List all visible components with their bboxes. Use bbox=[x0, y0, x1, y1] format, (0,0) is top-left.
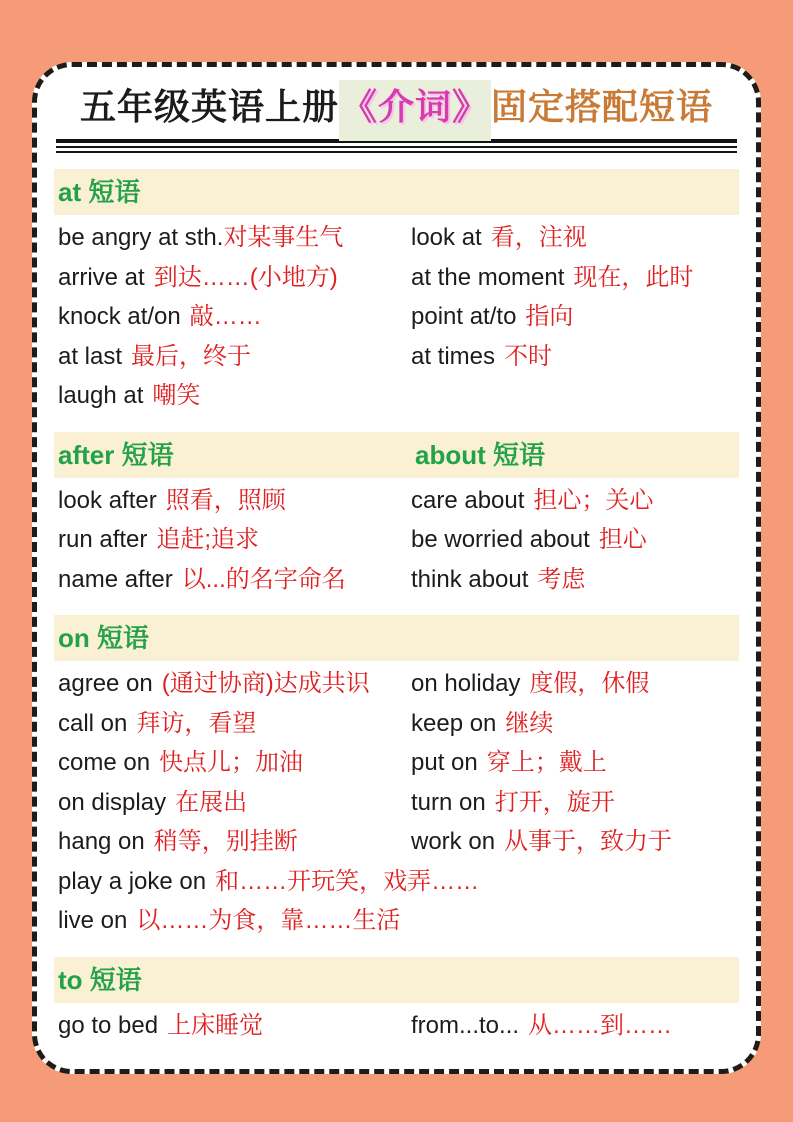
phrase-cell bbox=[58, 901, 411, 941]
phrase-section bbox=[54, 169, 739, 416]
phrase-chinese: 以...的名字命名 bbox=[181, 565, 346, 593]
phrase-row bbox=[58, 520, 739, 560]
phrase-english: name after bbox=[58, 565, 173, 593]
phrase-chinese: 对某事生气 bbox=[223, 224, 344, 251]
phrase-cell bbox=[58, 218, 411, 258]
phrase-row bbox=[58, 901, 739, 941]
phrase-row bbox=[58, 376, 739, 416]
phrase-row bbox=[58, 560, 739, 600]
phrase-english: at the moment bbox=[411, 263, 565, 291]
phrase-english: from...to... bbox=[411, 1011, 520, 1039]
phrase-row bbox=[58, 337, 739, 377]
phrase-english: think about bbox=[411, 565, 529, 593]
phrase-cell bbox=[411, 743, 739, 783]
phrase-cell bbox=[411, 901, 739, 941]
phrase-chinese: 现在，此时 bbox=[573, 263, 694, 291]
phrase-english: put on bbox=[411, 749, 478, 776]
phrase-chinese: 追赶;追求 bbox=[156, 526, 260, 553]
phrase-english: at last bbox=[58, 342, 123, 370]
phrase-row bbox=[58, 743, 739, 783]
phrase-english: live on bbox=[58, 907, 128, 934]
phrase-english: work on bbox=[411, 828, 496, 855]
phrase-cell bbox=[411, 376, 739, 416]
phrase-section bbox=[54, 957, 739, 1046]
section-header-label: after 短语 bbox=[58, 439, 174, 470]
phrase-chinese: 拜访，看望 bbox=[136, 709, 257, 737]
phrase-chinese: 上床睡觉 bbox=[167, 1011, 264, 1039]
phrase-chinese: 不时 bbox=[504, 342, 553, 370]
phrase-cell bbox=[58, 704, 411, 744]
phrase-cell bbox=[411, 337, 739, 377]
phrase-cell bbox=[411, 218, 739, 258]
phrase-english: knock at/on bbox=[58, 303, 181, 330]
phrase-english: on display bbox=[58, 788, 167, 816]
phrase-chinese: 打开，旋开 bbox=[494, 788, 615, 816]
phrase-cell bbox=[411, 520, 739, 560]
phrase-row bbox=[58, 218, 739, 258]
phrase-row bbox=[58, 704, 739, 744]
phrase-cell bbox=[58, 520, 411, 560]
worksheet-card bbox=[32, 62, 761, 1074]
phrase-cell bbox=[411, 783, 739, 823]
phrase-cell bbox=[58, 376, 411, 416]
phrase-chinese: 照看，照顾 bbox=[165, 486, 286, 514]
phrase-chinese: 度假，休假 bbox=[529, 670, 650, 697]
phrase-english: go to bed bbox=[58, 1011, 159, 1039]
phrase-section bbox=[54, 432, 739, 600]
phrase-cell bbox=[411, 1006, 739, 1046]
phrase-chinese: 担心 bbox=[598, 526, 647, 553]
section-body bbox=[54, 1003, 739, 1046]
section-header-label: about 短语 bbox=[415, 439, 545, 470]
title-divider-rule bbox=[56, 139, 737, 153]
phrase-chinese: 穿上；戴上 bbox=[486, 749, 607, 776]
section-body bbox=[54, 215, 739, 416]
phrase-chinese: 继续 bbox=[505, 709, 554, 737]
phrase-cell bbox=[411, 664, 739, 704]
phrase-chinese: 从……到…… bbox=[528, 1011, 673, 1039]
phrase-english: call on bbox=[58, 709, 128, 737]
sections-container bbox=[54, 169, 739, 1045]
phrase-row bbox=[58, 1006, 739, 1046]
section-header-bar bbox=[54, 169, 739, 215]
phrase-cell bbox=[58, 1006, 411, 1046]
phrase-cell bbox=[411, 297, 739, 337]
phrase-cell bbox=[411, 704, 739, 744]
phrase-english: care about bbox=[411, 486, 525, 514]
phrase-chinese: 从事于，致力于 bbox=[504, 828, 673, 855]
phrase-cell bbox=[58, 481, 411, 521]
phrase-english: be worried about bbox=[411, 526, 590, 553]
phrase-english: come on bbox=[58, 749, 151, 776]
phrase-cell bbox=[58, 337, 411, 377]
phrase-cell bbox=[411, 258, 739, 298]
title-preposition-highlight: 《介词》 bbox=[339, 80, 491, 141]
phrase-english: turn on bbox=[411, 788, 486, 816]
phrase-chinese: 稍等，别挂断 bbox=[153, 828, 298, 855]
phrase-english: arrive at bbox=[58, 263, 145, 291]
phrase-chinese: (通过协商)达成共识 bbox=[161, 670, 370, 697]
section-header-label: at 短语 bbox=[58, 177, 141, 207]
phrase-chinese: 嘲笑 bbox=[152, 382, 201, 409]
phrase-cell bbox=[58, 664, 411, 704]
phrase-row bbox=[58, 783, 739, 823]
section-body bbox=[54, 661, 739, 941]
phrase-english: on holiday bbox=[411, 670, 521, 697]
phrase-section bbox=[54, 615, 739, 941]
phrase-cell bbox=[411, 822, 739, 862]
section-header-bar bbox=[54, 615, 739, 661]
phrase-row bbox=[58, 822, 739, 862]
phrase-chinese: 到达……(小地方) bbox=[153, 263, 338, 291]
phrase-chinese: 指向 bbox=[525, 303, 574, 330]
phrase-english: at times bbox=[411, 342, 496, 370]
phrase-cell bbox=[58, 560, 411, 600]
phrase-cell bbox=[411, 560, 739, 600]
phrase-cell bbox=[411, 481, 739, 521]
section-header-label: to 短语 bbox=[58, 964, 142, 995]
section-header-label: on 短语 bbox=[58, 623, 149, 653]
phrase-chinese: 看，注视 bbox=[490, 224, 587, 251]
phrase-chinese: 敲…… bbox=[189, 303, 262, 330]
phrase-chinese: 快点儿；加油 bbox=[159, 749, 304, 776]
phrase-english: play a joke on bbox=[58, 867, 207, 895]
phrase-chinese: 以……为食，靠……生活 bbox=[136, 907, 401, 934]
phrase-row bbox=[58, 862, 739, 902]
phrase-english: laugh at bbox=[58, 382, 144, 409]
phrase-row bbox=[58, 664, 739, 704]
phrase-row bbox=[58, 481, 739, 521]
phrase-cell bbox=[58, 822, 411, 862]
phrase-english: keep on bbox=[411, 709, 497, 737]
phrase-cell bbox=[58, 258, 411, 298]
phrase-english: look at bbox=[411, 224, 482, 251]
phrase-english: hang on bbox=[58, 828, 145, 855]
phrase-row bbox=[58, 258, 739, 298]
phrase-english: agree on bbox=[58, 670, 153, 697]
phrase-chinese: 担心；关心 bbox=[533, 486, 654, 514]
phrase-cell bbox=[58, 297, 411, 337]
phrase-cell bbox=[58, 743, 411, 783]
phrase-english: be angry at sth. bbox=[58, 224, 224, 251]
phrase-english: look after bbox=[58, 486, 157, 514]
phrase-cell bbox=[58, 783, 411, 823]
section-header-bar bbox=[54, 957, 739, 1003]
phrase-chinese: 和……开玩笑，戏弄…… bbox=[215, 867, 480, 895]
phrase-cell bbox=[411, 862, 739, 902]
section-body bbox=[54, 478, 739, 600]
phrase-row bbox=[58, 297, 739, 337]
phrase-english: point at/to bbox=[411, 303, 517, 330]
phrase-cell bbox=[58, 862, 480, 902]
phrase-chinese: 在展出 bbox=[175, 788, 248, 816]
title-grade-text: 五年级英语上册 bbox=[79, 86, 339, 127]
section-header-bar bbox=[54, 432, 739, 478]
title-collocation-text: 固定搭配短语 bbox=[491, 86, 714, 127]
phrase-chinese: 考虑 bbox=[537, 565, 586, 593]
page-title bbox=[54, 81, 739, 133]
phrase-chinese: 最后，终于 bbox=[131, 342, 252, 370]
phrase-english: run after bbox=[58, 526, 148, 553]
